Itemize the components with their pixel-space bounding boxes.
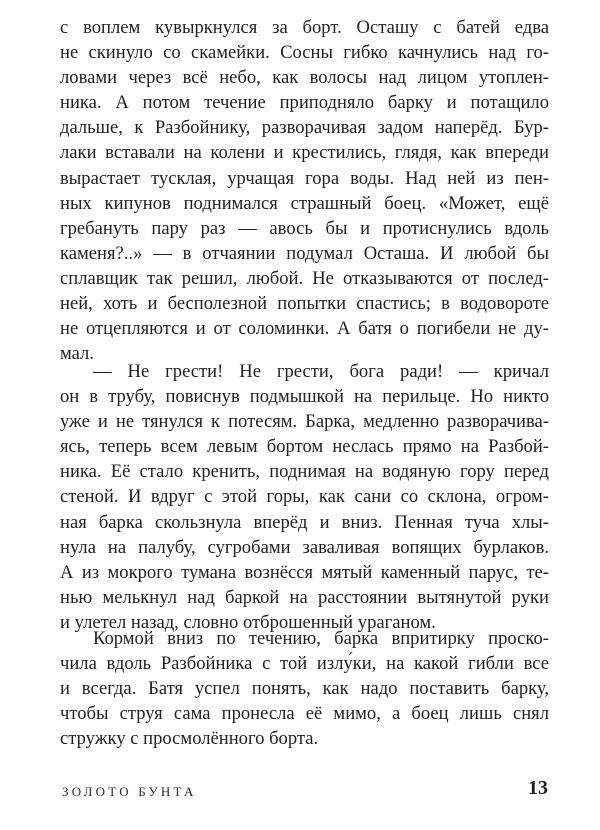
paragraph-1 (60, 15, 549, 366)
text-line: мал. (60, 343, 94, 365)
text-line: ней, хоть и бесполезной попытки спастись; в водовороте (60, 293, 549, 315)
text-line: Кормой вниз по течению, барка впритирку проско- (93, 628, 549, 649)
text-line: — Не грести! Не грести, бога ради! — кричал (93, 361, 549, 382)
text-line: нула на палубу, сугробами заваливая вопящих бурлаков. (60, 536, 549, 558)
text-line: ника. Её стало кренить, поднимая на водяную гору перед (60, 461, 549, 483)
text-line: А из мокрого тумана вознёсся мятый каменный парус, те- (60, 561, 549, 583)
text-line: дальше, к Разбойнику, разворачивая задом наперёд. Бур- (60, 117, 549, 139)
text-line: лаки вставали на колени и крестились, глядя, как впереди (60, 142, 549, 164)
text-line: каменя?..» — в отчаянии подумал Осташа. И любой бы (60, 242, 549, 264)
text-line: нью мелькнул над баркой на расстоянии вытянутой руки (60, 586, 549, 608)
text-line: ловами через всё небо, как волосы над лицом утоплен- (60, 67, 549, 89)
text-line: чила вдоль Разбойника с той излу́ки, на какой гибли все (60, 653, 549, 675)
text-line: сплавщик так решил, любой. Не отказываются от послед- (60, 267, 549, 289)
text-line: стеной. И вдруг с этой горы, как сани со склона, огром- (60, 486, 549, 508)
paragraph-3 (60, 626, 549, 751)
page-number: 13 (528, 777, 548, 799)
text-line: вырастает тусклая, урчащая гора воды. Над ней из пен- (60, 167, 549, 189)
text-line: стружку с просмолённого борта. (60, 728, 319, 750)
text-line: ных кипунов поднимался страшный боец. «Может, ещё (60, 192, 549, 214)
text-line: и всегда. Батя успел понять, как надо поставить барку, (60, 678, 549, 700)
paragraph-2 (60, 359, 549, 635)
text-line: не отцепляются и от соломинки. А батя о погибели не ду- (60, 318, 549, 340)
text-line: ника. А потом течение приподняло барку и потащило (60, 92, 549, 114)
text-line: с воплем кувыркнулся за борт. Осташу с батей едва (60, 17, 549, 38)
running-footer-book-title: ЗОЛОТО БУНТА (62, 784, 197, 799)
text-line: не скинуло со скамейки. Сосны гибко качнулись над го- (60, 42, 549, 64)
text-line: чтобы струя сама пронесла её мимо, а боец лишь снял (60, 703, 549, 725)
text-line: ясь, теперь всем левым бортом неслась прямо на Разбой- (60, 436, 549, 458)
text-line: ная барка скользнула вперёд и вниз. Пенная туча хлы- (60, 511, 549, 533)
text-line: и улетел назад, словно отброшенный ураганом. (60, 611, 436, 633)
text-line: он в трубу, повиснув подмышкой на перильце. Но никто (60, 386, 549, 408)
text-line: уже и не тянулся к потесям. Барка, медленно разворачива- (60, 411, 549, 433)
text-line: гребануть пару раз — авось бы и протиснулись вдоль (60, 217, 549, 239)
